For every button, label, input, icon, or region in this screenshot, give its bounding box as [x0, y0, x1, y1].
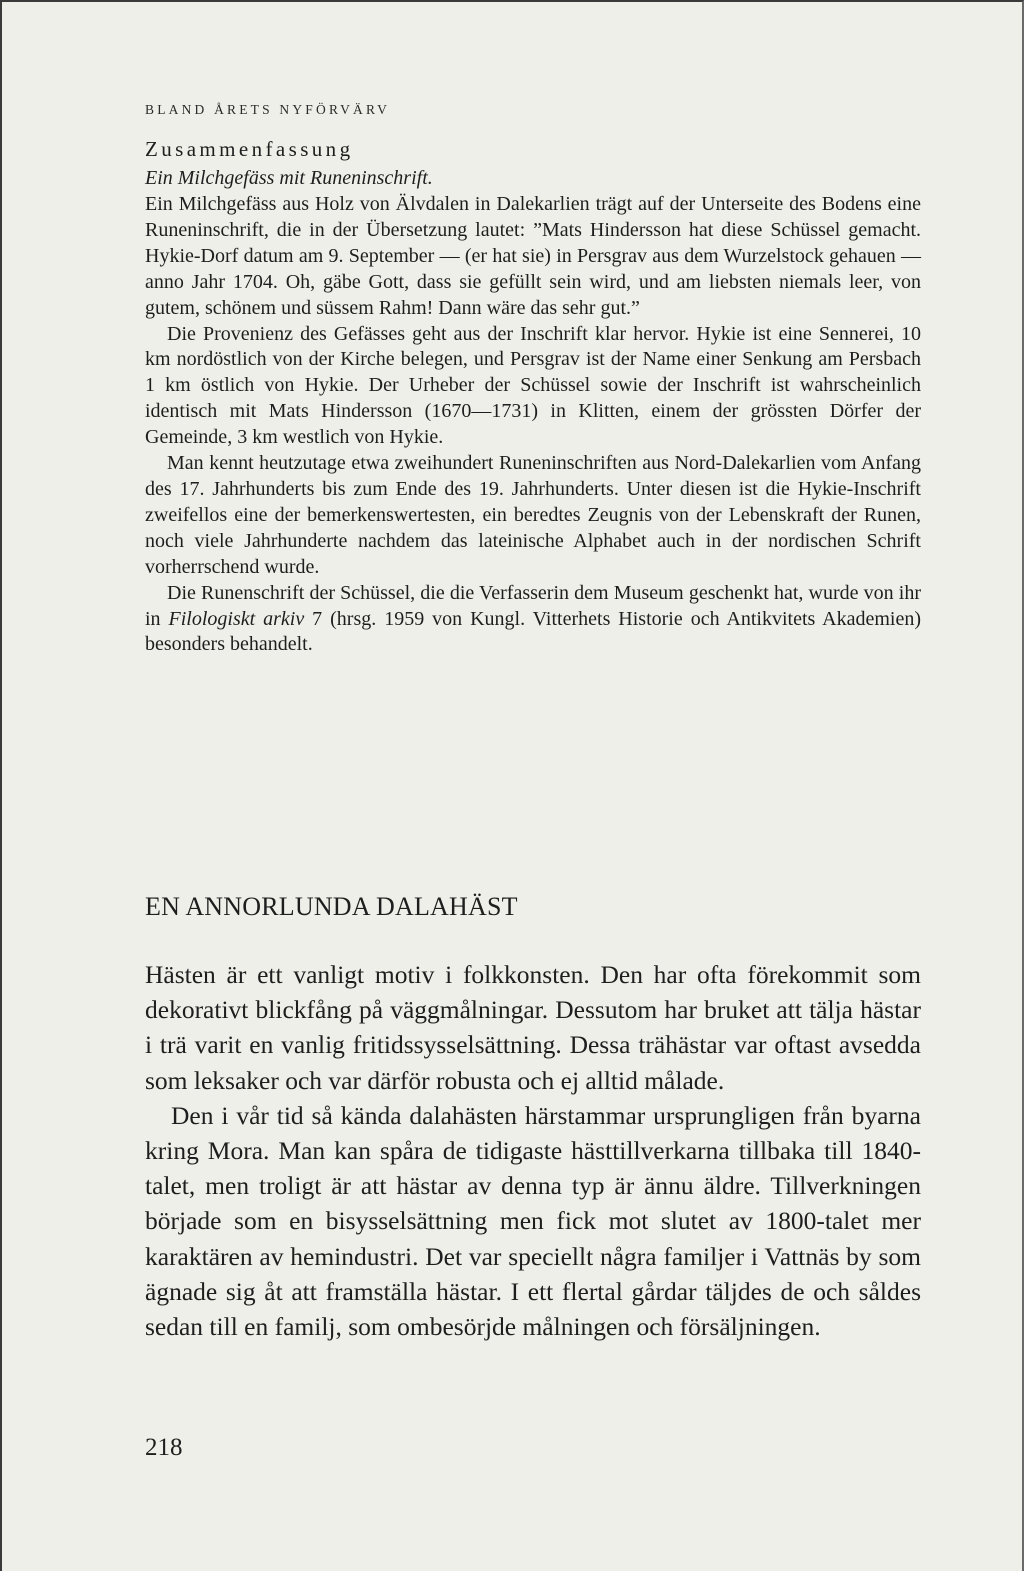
summary-paragraph-4: [145, 581, 921, 659]
article-paragraph-2: Den i vår tid så kända dalahästen härstammar ursprungligen från byarna kring Mora. Man kan spåra de tidigaste hästtillverkarna tillbaka till 1840-talet, men troligt är att hästar av denna typ är ännu äldre. Tillverkningen började som en bisysselsättning men fick mot slutet av 1800-talet mer karaktären av hemindustri. Det var speciellt några familjer i Vattnäs by som ägnade sig åt att framställa hästar. I ett flertal gårdar täljdes de och såldes sedan till en familj, som ombesörjde målningen och försäljningen.: [145, 1100, 921, 1342]
article-body: [145, 957, 921, 1344]
article-paragraph-1: Hästen är ett vanligt motiv i folkkonsten. Den har ofta förekommit som dekorativt blickfång på väggmålningar. Dessutom har bruket att tälja hästar i trä varit en vanlig fritidssysselsättning. Dessa trähästar var oftast avsedda som leksaker och var därför robusta och ej alltid målade.: [145, 960, 921, 1095]
article-title: EN ANNORLUNDA DALAHÄST: [145, 892, 518, 921]
summary-paragraph-1: Ein Milchgefäss aus Holz von Älvdalen in Dalekarlien trägt auf der Unterseite des Bodens eine Runeninschrift, die in der Übersetzung lautet: ”Mats Hindersson hat diese Schüssel gemacht. Hykie-Dorf datum am 9. September — (er hat sie) in Persgrav aus dem Wurzelstock gehauen — anno Jahr 1704. Oh, gäbe Gott, dass sie gefüllt sein wird, und am liebsten niemals leer, von gutem, schönem und süssem Rahm! Dann wäre das sehr gut.”: [145, 193, 921, 319]
journal-title: Filologiskt arkiv: [168, 607, 305, 630]
summary-subtitle: Ein Milchgefäss mit Runeninschrift.: [145, 167, 433, 189]
running-head: BLAND ÅRETS NYFÖRVÄRV: [145, 102, 391, 117]
summary-body: [145, 192, 921, 658]
summary-paragraph-3: Man kennt heutzutage etwa zweihundert Runeninschriften aus Nord-Dalekarlien vom Anfang des 17. Jahrhunderts bis zum Ende des 19. Jahrhunderts. Unter diesen ist die Hykie-Inschrift zweifellos eine der bemerkenswertesten, ein beredtes Zeugnis von der Lebenskraft der Runen, noch viele Jahrhunderte nachdem das lateinische Alphabet auch in der nordischen Schrift vorherrschend wurde.: [145, 452, 921, 578]
summary-heading: Zusammenfassung: [145, 137, 354, 161]
summary-paragraph-4-text-before: Die Runenschrift der Schüssel, die die Verfasserin dem Museum geschenkt hat, wurde von ihr in: [145, 581, 921, 630]
summary-paragraph-2: Die Provenienz des Gefässes geht aus der Inschrift klar hervor. Hykie ist eine Sennerei, 10 km nordöstlich von der Kirche belegen, und Persgrav ist der Name einer Senkung am Persbach 1 km östlich von Hykie. Der Urheber der Schüssel sowie der Inschrift ist wahrscheinlich identisch mit Mats Hindersson (1670—1731) in Klitten, einem der grössten Dörfer der Gemeinde, 3 km westlich von Hykie.: [145, 322, 921, 449]
page-number: 218: [145, 1434, 183, 1461]
summary-paragraph-4-text-after: 7 (hrsg. 1959 von Kungl. Vitterhets Historie och Antikvitets Akademien) besonders behandelt.: [145, 607, 921, 656]
